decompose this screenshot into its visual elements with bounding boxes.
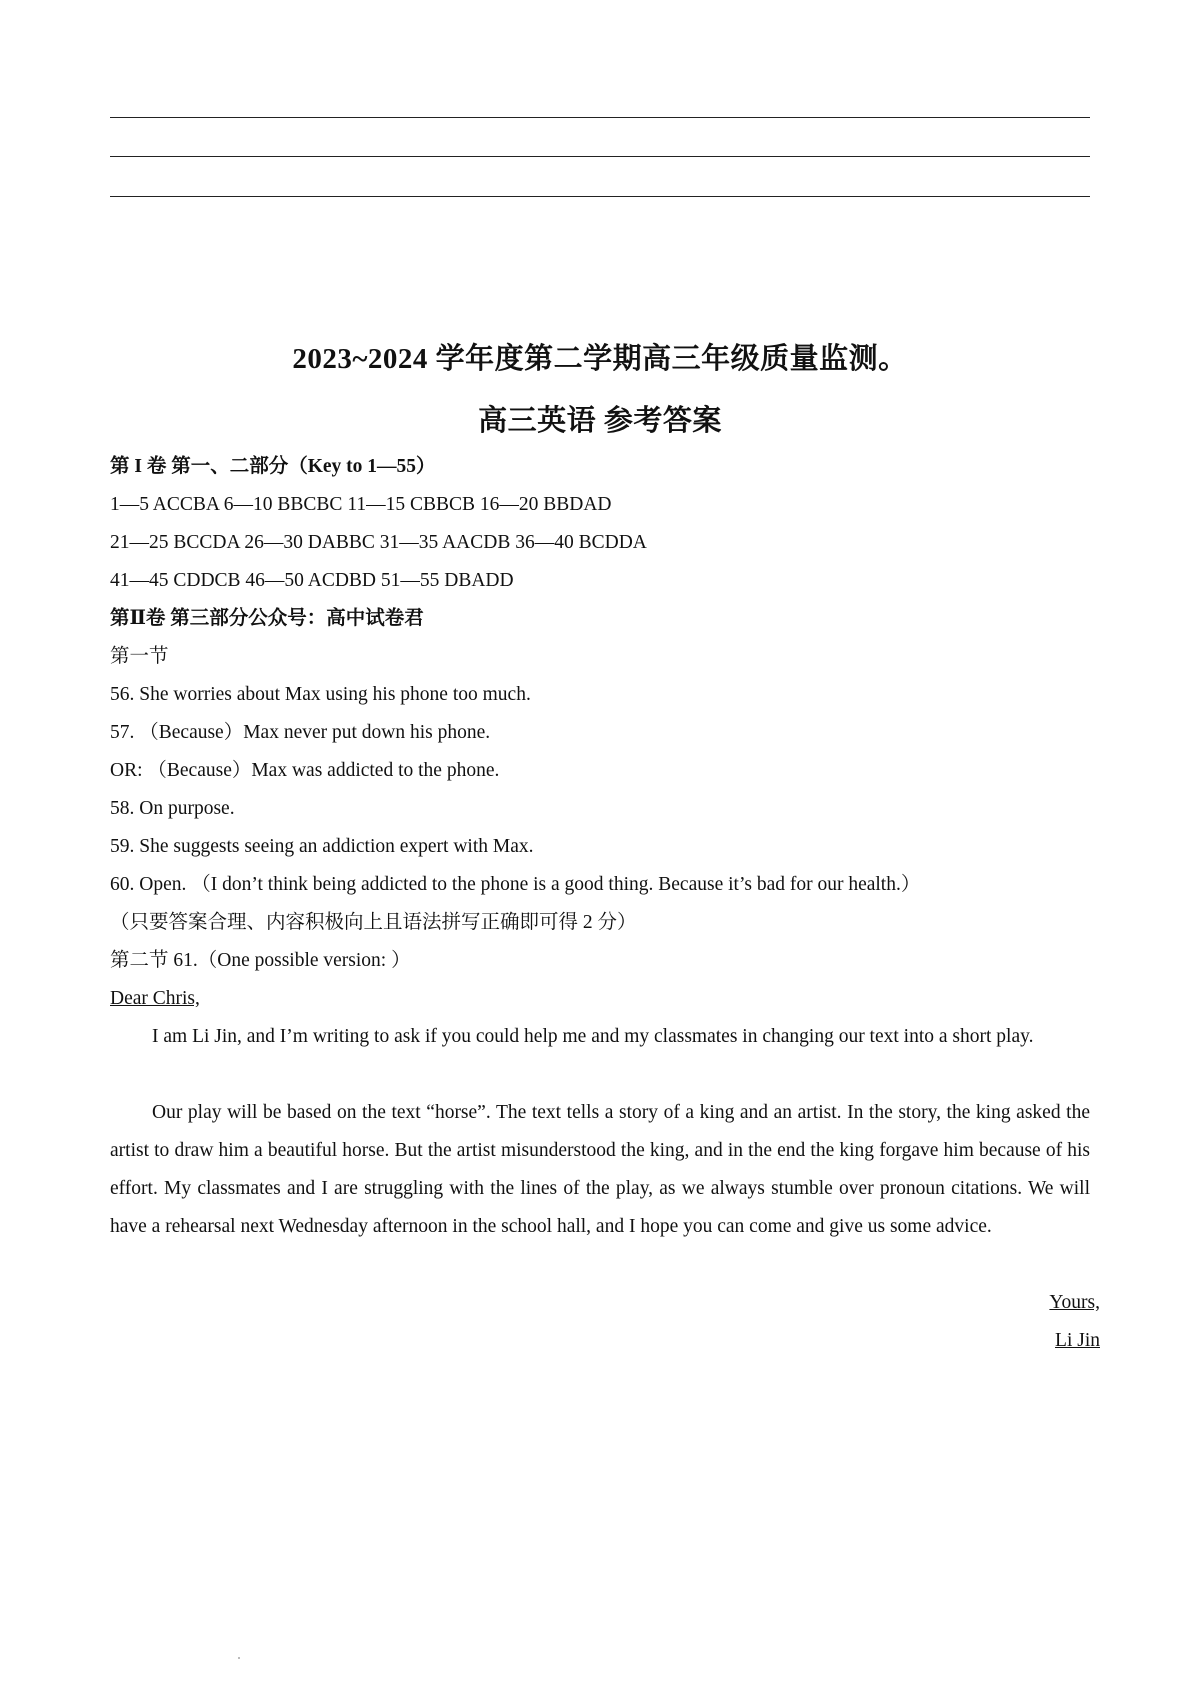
answer-line: OR: （Because）Max was addicted to the phone. <box>110 760 500 781</box>
section2-label: 第二节 61.（One possible version: ） <box>110 950 411 971</box>
letter-paragraph-2 <box>110 1094 1090 1246</box>
answer-line: 59. She suggests seeing an addiction expert with Max. <box>110 836 534 857</box>
answer-line: 60. Open. （I don’t think being addicted to the phone is a good thing. Because it’s bad for our health.） <box>110 874 921 895</box>
page-title: 2023~2024 学年度第二学期高三年级质量监测。 <box>292 343 908 375</box>
blank-answer-line-2 <box>110 156 1090 157</box>
letter-paragraph-1 <box>110 1018 1090 1056</box>
letter-closing: Yours, <box>1049 1292 1100 1313</box>
answer-key-row: 41—45 CDDCB 46—50 ACDBD 51—55 DBADD <box>110 570 514 591</box>
letter-paragraph-2-text: Our play will be based on the text “horse”. The text tells a story of a king and an artist. In the story, the king asked the artist to draw him a beautiful horse. But the artist misunderstood the king, and in the end the king forgave him because of his effort. My classmates and I are struggling with the lines of the play, as we always stumble over pronoun citations. We will have a rehearsal next Wednesday afternoon in the school hall, and I hope you can come and give us some advice. <box>110 1102 1090 1237</box>
answer-line: 57. （Because）Max never put down his phone. <box>110 722 491 743</box>
answer-line: 56. She worries about Max using his phone too much. <box>110 684 531 705</box>
answer-key-row: 1—5 ACCBA 6—10 BBCBC 11—15 CBBCB 16—20 BBDAD <box>110 494 612 515</box>
letter-signature: Li Jin <box>1055 1330 1100 1351</box>
scoring-note: （只要答案合理、内容积极向上且语法拼写正确即可得 2 分） <box>110 912 637 933</box>
answer-line: 58. On purpose. <box>110 798 235 819</box>
page-subtitle: 高三英语 参考答案 <box>478 405 722 437</box>
section1-label: 第一节 <box>110 646 169 667</box>
answer-key-row: 21—25 BCCDA 26—30 DABBC 31—35 AACDB 36—40 BCDDA <box>110 532 647 553</box>
letter-salutation: Dear Chris, <box>110 988 200 1009</box>
part2-heading: 第Ⅱ卷 第三部分公众号：高中试卷君 <box>110 608 424 629</box>
blank-answer-line-1 <box>110 117 1090 118</box>
scan-speck <box>238 1657 240 1659</box>
blank-answer-line-3 <box>110 196 1090 197</box>
part1-heading: 第 I 卷 第一、二部分（Key to 1—55） <box>110 456 436 477</box>
letter-paragraph-1-text: I am Li Jin, and I’m writing to ask if you could help me and my classmates in changing our text into a short play. <box>152 1026 1034 1047</box>
